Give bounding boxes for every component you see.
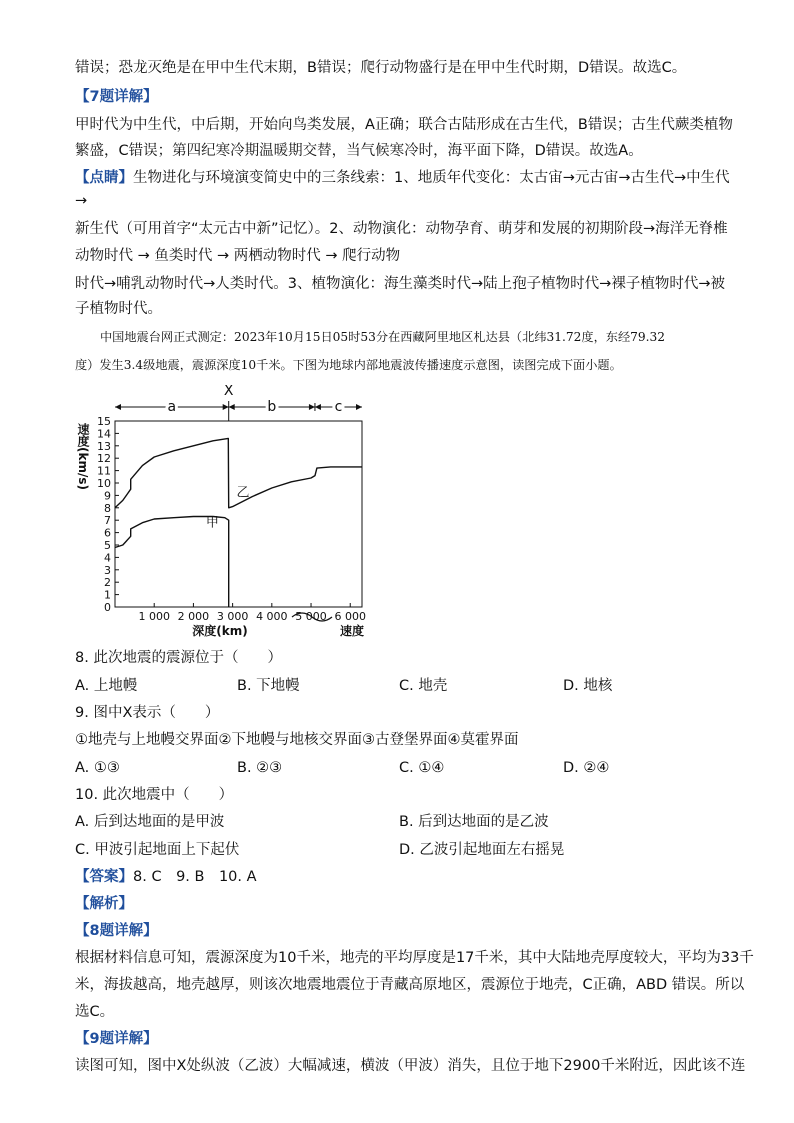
- layer-arrow-head: [315, 404, 321, 410]
- detail-8-heading: 【8题详解】: [75, 923, 158, 939]
- answer-line: [75, 867, 257, 887]
- q8-option-c[interactable]: C. 地壳: [399, 678, 448, 694]
- layer-label-a: a: [167, 399, 177, 415]
- x-tick-label: 1 000: [138, 610, 170, 623]
- y-tick-label: 0: [104, 601, 111, 614]
- analysis-heading: 【解析】: [75, 896, 133, 912]
- layer-arrow-head: [115, 404, 121, 410]
- q10-option-a[interactable]: A. 后到达地面的是甲波: [75, 814, 225, 830]
- layer-arrow-head: [356, 404, 362, 410]
- text-line: →: [75, 193, 88, 209]
- tip-label: 【点睛】: [75, 170, 133, 186]
- q9-option-c[interactable]: C. ①④: [399, 760, 445, 776]
- text-line: 选C。: [75, 1004, 115, 1020]
- layer-arrow-head: [309, 404, 315, 410]
- legend-label: 速度: [340, 624, 365, 638]
- y-tick-label: 4: [104, 551, 111, 565]
- y-tick-label: 13: [97, 439, 111, 453]
- plot-frame: [115, 421, 362, 607]
- q8-option-d[interactable]: D. 地核: [563, 678, 613, 694]
- question-10-stem: 10. 此次地震中（ ）: [75, 787, 234, 803]
- layer-label-c: c: [334, 399, 343, 415]
- text-line: 动物时代 → 鱼类时代 → 两栖动物时代 → 爬行动物: [75, 248, 401, 264]
- y-tick-label: 15: [97, 415, 111, 428]
- y-tick-label: 8: [104, 501, 111, 515]
- answer-text: 8. C 9. B 10. A: [133, 869, 257, 885]
- material-line: 度）发生3.4级地震，震源深度10千米。下图为地球内部地震波传播速度示意图，读图完成下面小题。: [75, 358, 622, 372]
- text-line: 甲时代为中生代，中后期，开始向鸟类发展，A正确；联合古陆形成在古生代，B错误；古生代蕨类植物: [75, 117, 733, 133]
- q9-option-b[interactable]: B. ②③: [237, 760, 283, 776]
- y-tick-label: 9: [104, 489, 111, 503]
- layer-arrow-head: [223, 404, 229, 410]
- text-line: 时代→哺乳动物时代→人类时代。3、植物演化：海生藻类时代→陆上孢子植物时代→裸子植物时代→被: [75, 276, 725, 292]
- y-tick-label: 3: [104, 563, 111, 577]
- y-tick-label: 5: [104, 539, 111, 552]
- y-axis-title: 速度(km/s): [76, 423, 90, 490]
- tip-line: [75, 168, 730, 188]
- q10-option-d[interactable]: D. 乙波引起地面左右摇晃: [399, 842, 565, 858]
- x-tick-label: 5 000: [295, 610, 327, 623]
- layer-arrow-head: [229, 404, 235, 410]
- x-tick-label: 2 000: [177, 610, 210, 623]
- text-line: 子植物时代。: [75, 301, 162, 317]
- q10-option-c[interactable]: C. 甲波引起地面上下起伏: [75, 842, 240, 858]
- text-line: 错误；恐龙灭绝是在甲中生代末期，B错误；爬行动物盛行是在甲中生代时期，D错误。故选C。: [75, 60, 687, 76]
- y-tick-label: 2: [104, 576, 111, 590]
- x-tick-label: 4 000: [256, 610, 288, 623]
- text-line: 新生代（可用首字“太元古中新”记忆）。2、动物演化：动物孕育、萌芽和发展的初期阶段→海洋无脊椎: [75, 221, 728, 237]
- x-tick-label: 6 000: [334, 610, 366, 623]
- text-line: 根据材料信息可知，震源深度为10千米，地壳的平均厚度是17千米，其中大陆地壳厚度较大，平均为33千: [75, 950, 754, 966]
- material-line: 中国地震台网正式测定：2023年10月15日05时53分在西藏阿里地区札达县（北纬31.72度，东经79.32: [100, 330, 666, 344]
- seismic-wave-chart: [70, 385, 380, 645]
- x-axis-title: 深度(km): [192, 624, 248, 638]
- question-9-items: ①地壳与上地幔交界面②下地幔与地核交界面③古登堡界面④莫霍界面: [75, 732, 519, 748]
- x-tick-label: 3 000: [216, 610, 249, 623]
- layer-label-x: X: [223, 385, 234, 399]
- answer-label: 【答案】: [75, 869, 133, 885]
- y-tick-label: 12: [97, 452, 111, 466]
- section-heading: 【7题详解】: [75, 89, 158, 105]
- y-tick-label: 14: [97, 427, 111, 441]
- question-9-stem: 9. 图中X表示（ ）: [75, 705, 220, 721]
- tip-text: 生物进化与环境演变简史中的三条线索：1、地质年代变化：太古宙→元古宙→古生代→中生代: [133, 170, 730, 186]
- text-line: 读图可知，图中X处纵波（乙波）大幅减速，横波（甲波）消失，且位于地下2900千米附近，因此该不连: [75, 1058, 746, 1074]
- q8-option-a[interactable]: A. 上地幔: [75, 678, 138, 694]
- q10-option-b[interactable]: B. 后到达地面的是乙波: [399, 814, 549, 830]
- y-tick-label: 10: [97, 477, 111, 490]
- q9-option-d[interactable]: D. ②④: [563, 760, 610, 776]
- y-tick-label: 1: [104, 588, 111, 602]
- text-line: 米，海拔越高，地壳越厚，则该次地震地震位于青藏高原地区，震源位于地壳，C正确，ABD 错误。所以: [75, 977, 745, 993]
- layer-label-b: b: [267, 399, 277, 415]
- detail-9-heading: 【9题详解】: [75, 1031, 158, 1047]
- text-line: 繁盛，C错误；第四纪寒冷期温暖期交替，当气候寒冷时，海平面下降，D错误。故选A。: [75, 143, 643, 159]
- series-label-yi: 乙: [236, 485, 250, 501]
- series-label-jia: 甲: [205, 515, 219, 531]
- question-8-stem: 8. 此次地震的震源位于（ ）: [75, 650, 282, 666]
- y-tick-label: 11: [97, 464, 111, 478]
- y-tick-label: 6: [104, 526, 111, 540]
- y-tick-label: 7: [104, 514, 111, 528]
- q9-option-a[interactable]: A. ①③: [75, 760, 120, 776]
- q8-option-b[interactable]: B. 下地幔: [237, 678, 300, 694]
